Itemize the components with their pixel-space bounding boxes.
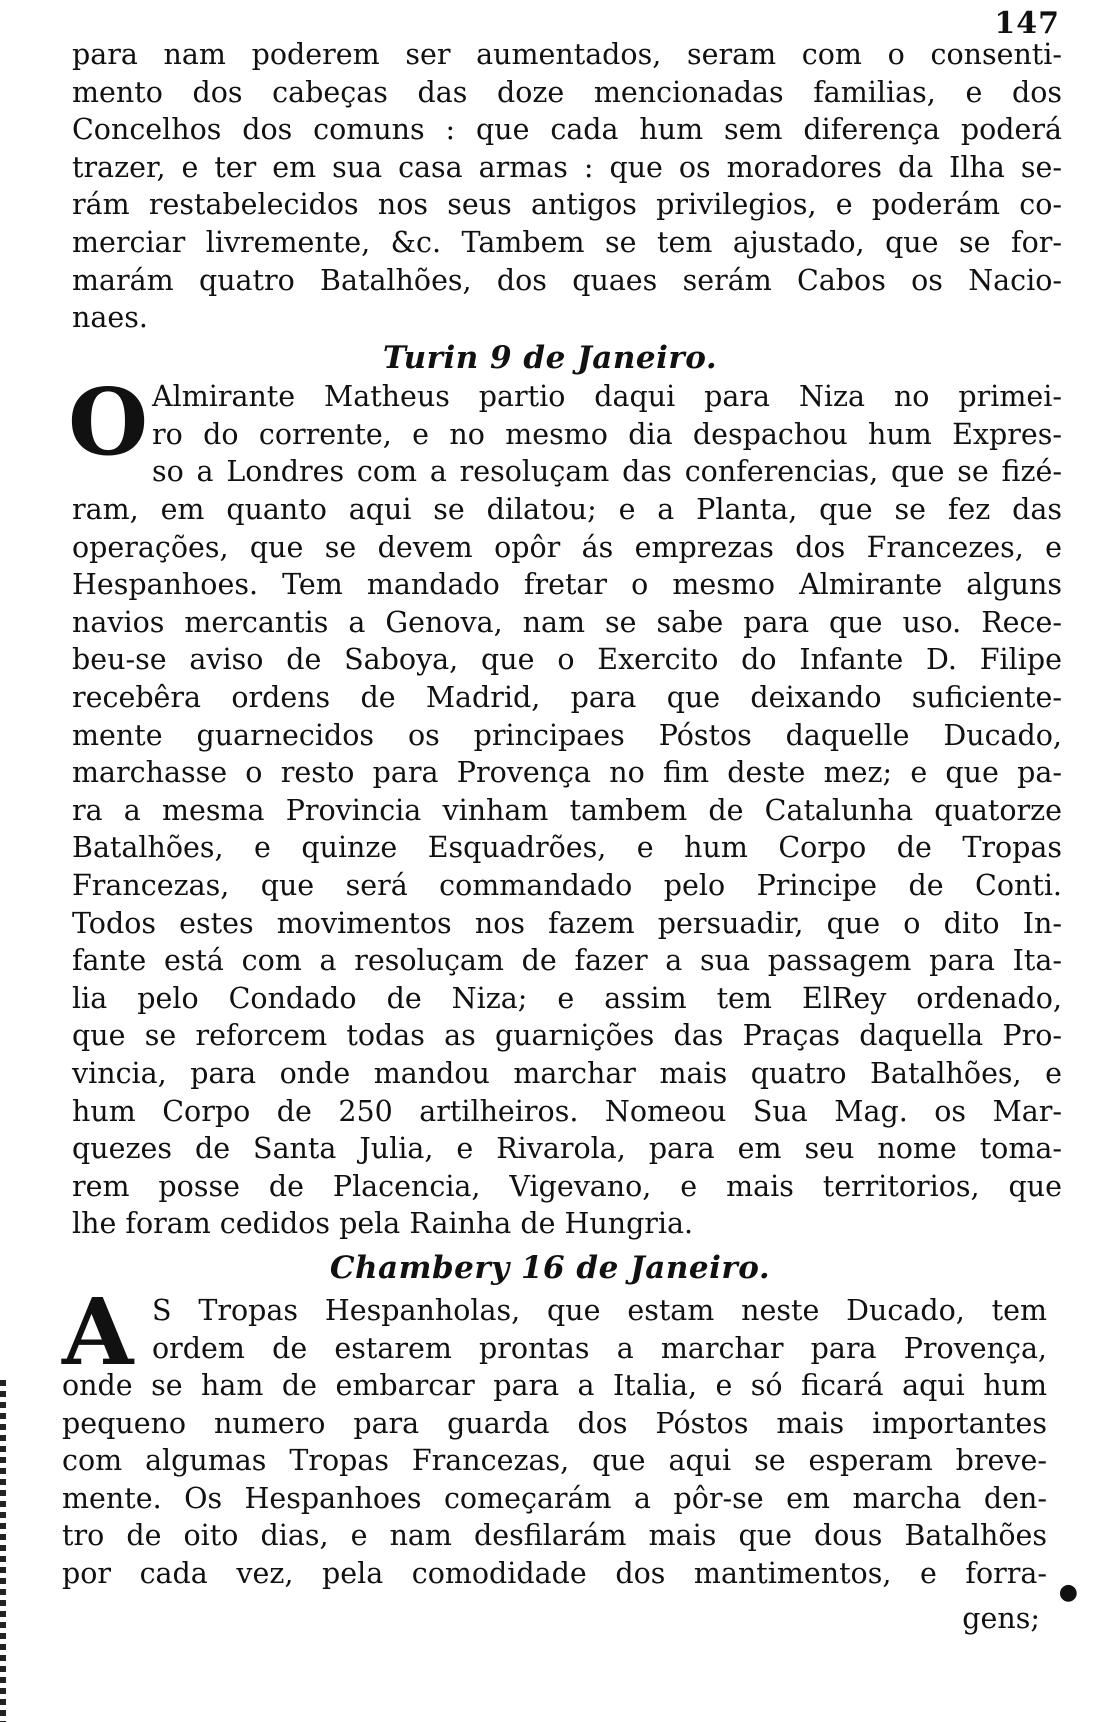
text-line: rem posse de Placencia, Vigevano, e mais territorios, que <box>72 1169 1062 1203</box>
text-line: ram, em quanto aqui se dilatou; e a Planta, que se fez das <box>72 493 1062 526</box>
page-number: 147 <box>994 6 1060 41</box>
text-line: Concelhos dos comuns : que cada hum sem diferença poderá <box>72 113 1062 147</box>
ornament-bullet: ● <box>1058 1580 1078 1605</box>
text-line: Todos estes movimentos nos fazem persuadir, que o dito In- <box>72 906 1062 940</box>
drop-cap-o: O <box>68 368 149 476</box>
dateline-turin: Turin 9 de Janeiro. <box>382 340 718 376</box>
text-line: Almirante Matheus partio daqui para Niza no primei- <box>152 380 1062 413</box>
text-line: hum Corpo de 250 artilheiros. Nomeou Sua Mag. os Mar- <box>72 1094 1062 1128</box>
text-line: ra a mesma Provincia vinham tambem de Catalunha quatorze <box>72 793 1062 827</box>
text-line: beu-se aviso de Saboya, que o Exercito do Infante D. Filipe <box>72 643 1062 677</box>
text-line: operações, que se devem opôr ás emprezas dos Francezes, e <box>72 530 1062 564</box>
text-line: rám restabelecidos nos seus antigos privilegios, e poderám co- <box>72 188 1062 222</box>
text-line: S Tropas Hespanholas, que estam neste Ducado, tem <box>152 1294 1047 1327</box>
text-line: merciar livremente, &c. Tambem se tem ajustado, que se for- <box>72 225 1062 259</box>
text-line: naes. <box>72 301 148 335</box>
chambery-indented-lines <box>152 1292 1047 1367</box>
text-line: marám quatro Batalhões, dos quaes serám Cabos os Nacio- <box>72 263 1062 297</box>
binding-edge <box>0 1380 6 1722</box>
text-line: so a Londres com a resoluçam das conferencias, que se fizé- <box>152 455 1062 489</box>
text-line: vincia, para onde mandou marchar mais quatro Batalhões, e <box>72 1056 1062 1090</box>
text-line: lia pelo Condado de Niza; e assim tem ElRey ordenado, <box>72 981 1062 1015</box>
text-line: com algumas Tropas Francezas, que aqui se esperam breve- <box>62 1444 1047 1478</box>
catchword: gens; <box>962 1602 1040 1635</box>
text-line: quezes de Santa Julia, e Rivarola, para em seu nome toma- <box>72 1132 1062 1166</box>
text-line: Francezas, que será commandado pelo Principe de Conti. <box>72 868 1062 902</box>
drop-cap-a: A <box>62 1278 134 1386</box>
text-line: Hespanhoes. Tem mandado fretar o mesmo Almirante alguns <box>72 568 1062 602</box>
text-line: ordem de estarem prontas a marchar para Provença, <box>152 1331 1047 1365</box>
text-line: recebêra ordens de Madrid, para que deixando suficiente- <box>72 680 1062 714</box>
text-line: Batalhões, e quinze Esquadrões, e hum Corpo de Tropas <box>72 831 1062 865</box>
text-line: lhe foram cedidos pela Rainha de Hungria. <box>72 1207 694 1241</box>
turin-paragraph <box>72 491 1062 1243</box>
dateline-chambery: Chambery 16 de Janeiro. <box>329 1250 771 1286</box>
text-line: onde se ham de embarcar para a Italia, e só ficará aqui hum <box>62 1369 1047 1402</box>
text-line: marchasse o resto para Provença no fim deste mez; e que pa- <box>72 756 1062 790</box>
text-line: que se reforcem todas as guarnições das Praças daquella Pro- <box>72 1019 1062 1053</box>
text-line: tro de oito dias, e nam desfilarám mais que dous Batalhões <box>62 1519 1047 1553</box>
intro-paragraph <box>72 36 1062 337</box>
text-line: fante está com a resoluçam de fazer a sua passagem para Ita- <box>72 944 1062 978</box>
text-line: para nam poderem ser aumentados, seram com o consenti- <box>72 38 1062 71</box>
text-line: por cada vez, pela comodidade dos mantimentos, e forra- <box>62 1556 1047 1590</box>
text-line: navios mercantis a Genova, nam se sabe para que uso. Rece- <box>72 605 1062 639</box>
text-line: trazer, e ter em sua casa armas : que os moradores da Ilha se- <box>72 150 1062 184</box>
text-line: mento dos cabeças das doze mencionadas familias, e dos <box>72 75 1062 109</box>
turin-indented-lines <box>152 378 1062 491</box>
text-line: mente. Os Hespanhoes começarám a pôr-se em marcha den- <box>62 1481 1047 1515</box>
text-line: pequeno numero para guarda dos Póstos mais importantes <box>62 1406 1047 1440</box>
text-line: ro do corrente, e no mesmo dia despachou hum Expres- <box>152 417 1062 451</box>
text-line: mente guarnecidos os principaes Póstos daquelle Ducado, <box>72 718 1062 752</box>
chambery-paragraph <box>62 1367 1047 1593</box>
